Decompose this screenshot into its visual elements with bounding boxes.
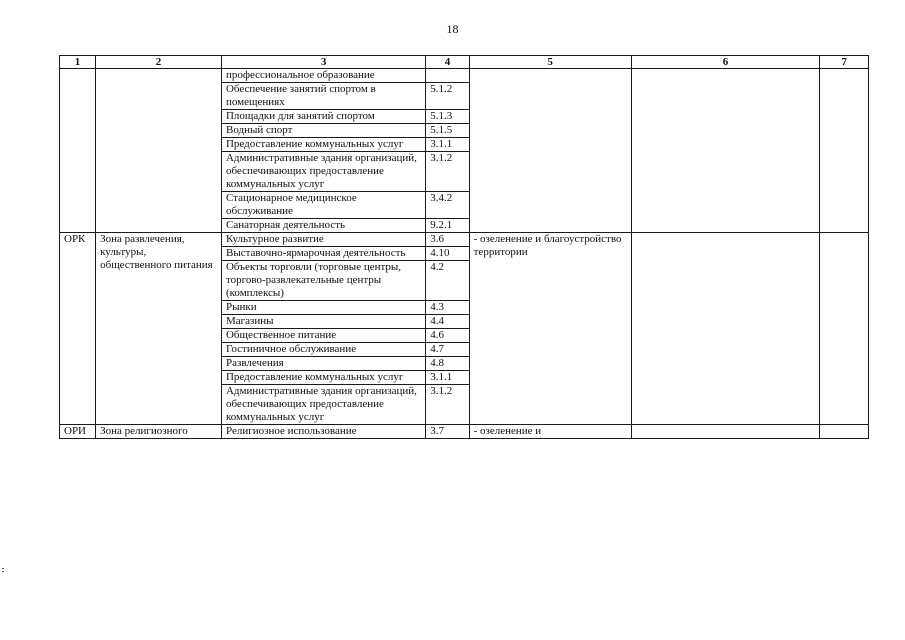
use-cell: Культурное развитие — [221, 233, 425, 247]
note-cell: - озеленение и благоустройство территории — [469, 233, 631, 425]
use-cell: Водный спорт — [221, 124, 425, 138]
use-cell: профессиональное образование — [221, 69, 425, 83]
use-cell: Площадки для занятий спортом — [221, 110, 425, 124]
code-cell: 4.8 — [426, 357, 469, 371]
table-row — [60, 425, 869, 439]
code-cell: 3.6 — [426, 233, 469, 247]
use-cell: Предоставление коммунальных услуг — [221, 371, 425, 385]
code-cell: 5.1.2 — [426, 83, 469, 110]
zone-code-cell: ОРК — [60, 233, 96, 425]
use-cell: Стационарное медицинское обслуживание — [221, 192, 425, 219]
zones-table — [59, 55, 869, 439]
col7-cell — [820, 69, 869, 233]
use-cell: Объекты торговли (торговые центры, торгово-развлекательные центры (комплексы) — [221, 261, 425, 301]
col7-cell — [820, 233, 869, 425]
code-cell: 4.2 — [426, 261, 469, 301]
use-cell: Развлечения — [221, 357, 425, 371]
col7-cell — [820, 425, 869, 439]
col6-cell — [631, 233, 820, 425]
header-col-5: 5 — [469, 56, 631, 69]
table-row — [60, 233, 869, 247]
use-cell: Гостиничное обслуживание — [221, 343, 425, 357]
header-col-2: 2 — [96, 56, 222, 69]
code-cell — [426, 69, 469, 83]
code-cell: 4.3 — [426, 301, 469, 315]
col6-cell — [631, 69, 820, 233]
use-cell: Религиозное использование — [221, 425, 425, 439]
zone-code-cell: ОРИ — [60, 425, 96, 439]
code-cell: 3.1.1 — [426, 371, 469, 385]
code-cell: 3.1.2 — [426, 152, 469, 192]
use-cell: Предоставление коммунальных услуг — [221, 138, 425, 152]
code-cell: 4.6 — [426, 329, 469, 343]
col6-cell — [631, 425, 820, 439]
use-cell: Общественное питание — [221, 329, 425, 343]
use-cell: Обеспечение занятий спортом в помещениях — [221, 83, 425, 110]
table-header-row — [60, 56, 869, 69]
note-cell — [469, 69, 631, 233]
use-cell: Магазины — [221, 315, 425, 329]
header-col-6: 6 — [631, 56, 820, 69]
code-cell: 4.10 — [426, 247, 469, 261]
use-cell: Выставочно-ярмарочная деятельность — [221, 247, 425, 261]
header-col-3: 3 — [221, 56, 425, 69]
header-col-7: 7 — [820, 56, 869, 69]
header-col-4: 4 — [426, 56, 469, 69]
table-row — [60, 69, 869, 83]
use-cell: Рынки — [221, 301, 425, 315]
note-cell: - озеленение и — [469, 425, 631, 439]
use-cell: Административные здания организаций, обеспечивающих предоставление коммунальных услуг — [221, 385, 425, 425]
code-cell: 4.4 — [426, 315, 469, 329]
code-cell: 9.2.1 — [426, 219, 469, 233]
code-cell: 3.1.1 — [426, 138, 469, 152]
zone-name-cell: Зона религиозного — [96, 425, 222, 439]
use-cell: Санаторная деятельность — [221, 219, 425, 233]
zone-name-cell: Зона развлечения, культуры, общественного питания — [96, 233, 222, 425]
scan-margin-mark-icon — [2, 568, 6, 572]
code-cell: 3.7 — [426, 425, 469, 439]
code-cell: 5.1.3 — [426, 110, 469, 124]
zone-name-cell — [96, 69, 222, 233]
page-number: 18 — [446, 22, 459, 36]
code-cell: 4.7 — [426, 343, 469, 357]
header-col-1: 1 — [60, 56, 96, 69]
zone-code-cell — [60, 69, 96, 233]
code-cell: 5.1.5 — [426, 124, 469, 138]
use-cell: Административные здания организаций, обеспечивающих предоставление коммунальных услуг — [221, 152, 425, 192]
code-cell: 3.1.2 — [426, 385, 469, 425]
code-cell: 3.4.2 — [426, 192, 469, 219]
